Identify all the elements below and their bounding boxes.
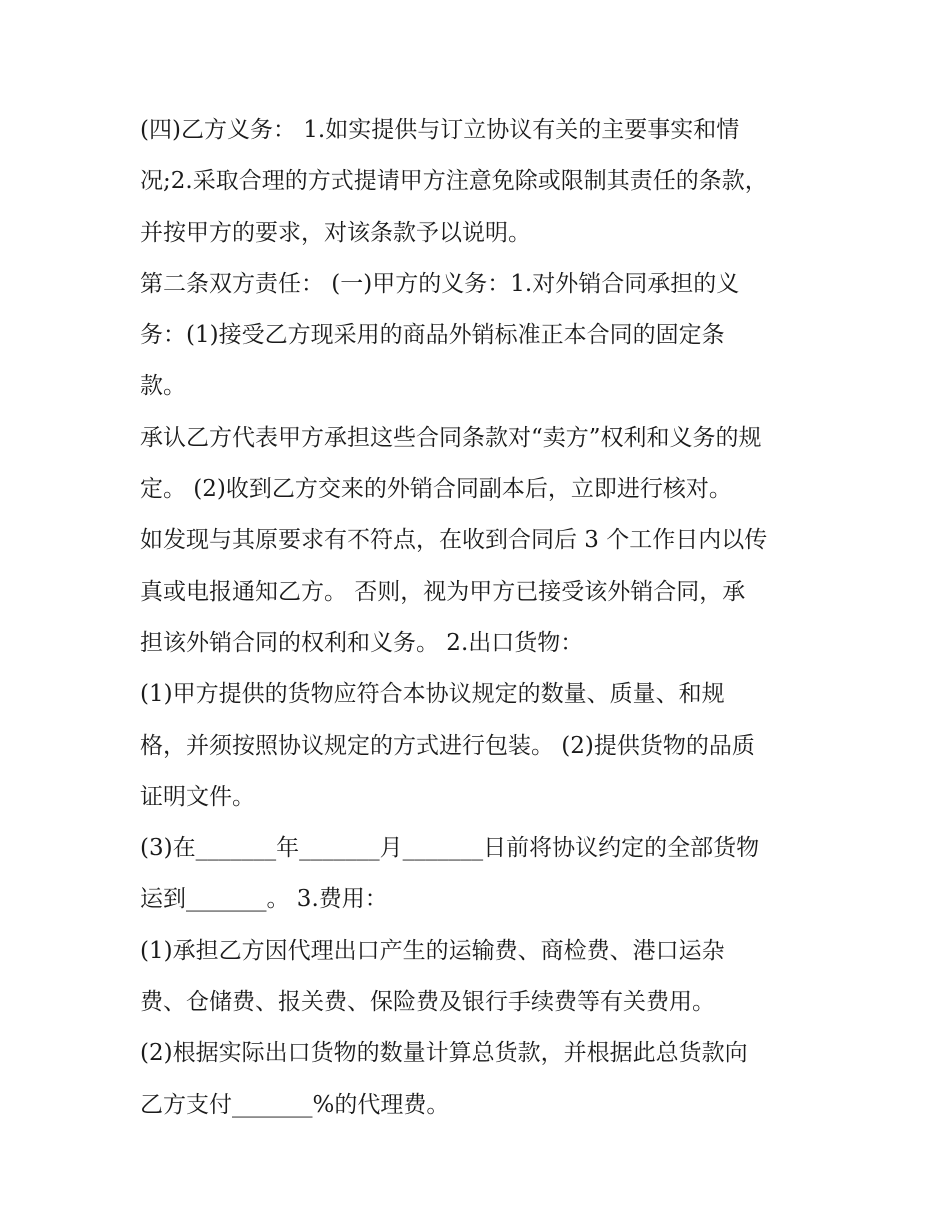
contract-text-body — [140, 105, 820, 1131]
text-line: 况;2.采取合理的方式提请甲方注意免除或限制其责任的条款， — [140, 168, 768, 195]
text-line: 担该外销合同的权利和义务。 2.出口货物： — [140, 629, 584, 656]
text-line: 第二条双方责任： (一)甲方的义务：1.对外销合同承担的义 — [140, 270, 740, 297]
text-line: (3)在_______年_______月_______日前将协议约定的全部货物 — [140, 835, 760, 862]
text-line: 乙方支付_______%的代理费。 — [140, 1091, 450, 1118]
text-line: 真或电报通知乙方。 否则，视为甲方已接受该外销合同，承 — [140, 578, 746, 605]
text-line: 如发现与其原要求有不符点，在收到合同后 3 个工作日内以传 — [140, 527, 768, 554]
text-line: 费、仓储费、报关费、保险费及银行手续费等有关费用。 — [140, 989, 715, 1016]
text-line: 款。 — [140, 373, 186, 400]
text-line: (1)承担乙方因代理出口产生的运输费、商检费、港口运杂 — [140, 937, 725, 964]
text-line: 格，并须按照协议规定的方式进行包装。 (2)提供货物的品质 — [140, 732, 755, 759]
text-line: 定。 (2)收到乙方交来的外销合同副本后，立即进行核对。 — [140, 476, 732, 503]
text-line: 运到_______。 3.费用： — [140, 886, 388, 913]
text-line: 并按甲方的要求，对该条款予以说明。 — [140, 219, 531, 246]
text-line: (2)根据实际出口货物的数量计算总货款，并根据此总货款向 — [140, 1040, 748, 1067]
text-line: (1)甲方提供的货物应符合本协议规定的数量、质量、和规 — [140, 681, 725, 708]
text-line: 证明文件。 — [140, 783, 255, 810]
text-line: 承认乙方代表甲方承担这些合同条款对“卖方”权利和义务的规 — [140, 424, 762, 451]
text-line: 务：(1)接受乙方现采用的商品外销标准正本合同的固定条 — [140, 322, 725, 349]
text-line: (四)乙方义务： 1.如实提供与订立协议有关的主要事实和情 — [140, 117, 740, 143]
